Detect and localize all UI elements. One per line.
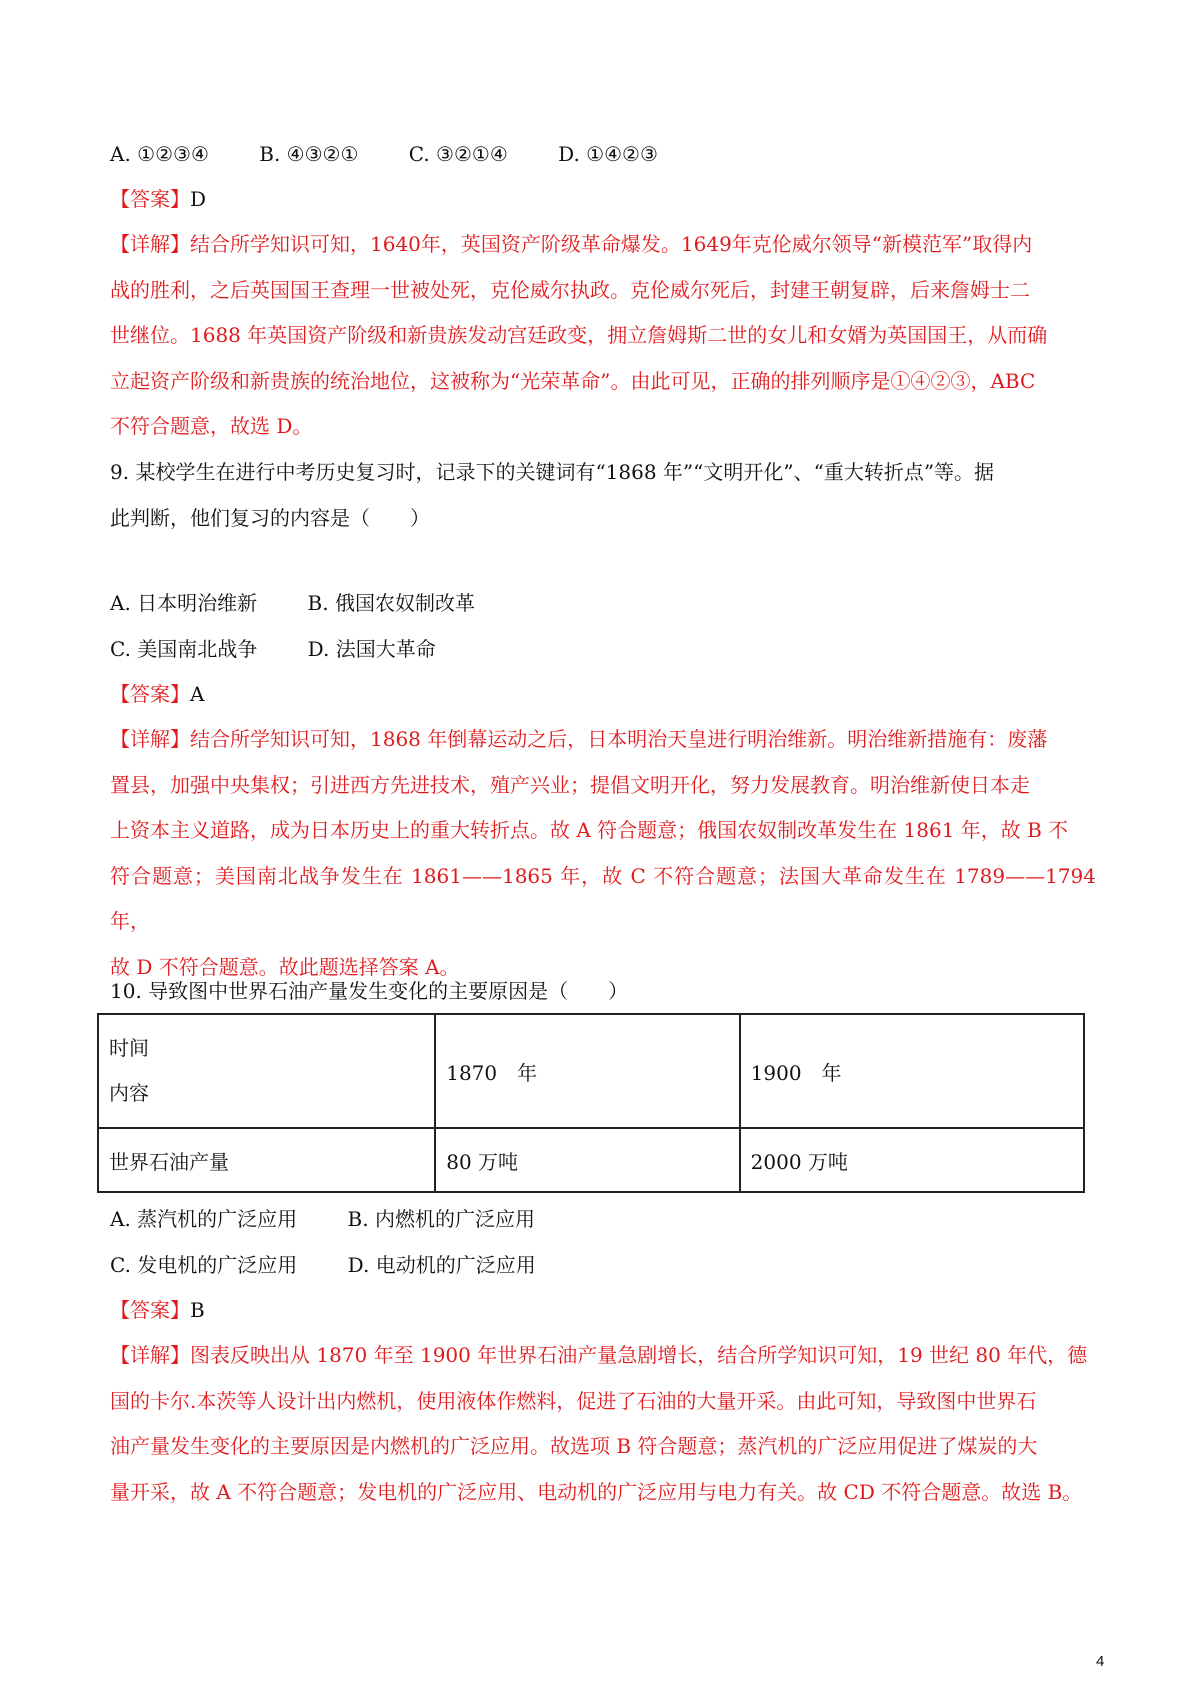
detail-line: 【详解】图表反映出从 1870 年至 1900 年世界石油产量急剧增长，结合所学知识可知，19 世纪 80 年代，德 [110, 1343, 1088, 1367]
q10-options-row-1 [110, 1205, 1096, 1233]
detail-line: 上资本主义道路，成为日本历史上的重大转折点。故 A 符合题意；俄国农奴制改革发生在 1861 年，故 B 不 [110, 818, 1069, 842]
q9-option-a: A. 日本明治维新 [110, 591, 258, 615]
q10-answer [110, 1296, 1096, 1324]
q9-stem [110, 450, 1096, 541]
answer-value: D [190, 187, 207, 211]
header-time: 时间 [109, 1036, 149, 1060]
q8-option-a: A. ①②③④ [110, 142, 209, 166]
q10-detail [110, 1333, 1096, 1515]
q9-option-b: B. 俄国农奴制改革 [307, 591, 475, 615]
q10-option-a: A. 蒸汽机的广泛应用 [110, 1207, 298, 1231]
q8-answer [110, 185, 1096, 213]
detail-line: 不符合题意，故选 D。 [110, 414, 313, 438]
table-row [98, 1128, 1084, 1192]
page-number: 4 [1096, 1653, 1105, 1670]
table-header-1870: 1870 年 [435, 1014, 739, 1128]
header-content: 内容 [109, 1081, 149, 1105]
answer-value: A [190, 682, 205, 706]
detail-line: 符合题意；美国南北战争发生在 1861——1865 年，故 C 不符合题意；法国大革命发生在 1789——1794 年， [110, 863, 1096, 933]
detail-line: 置县，加强中央集权；引进西方先进技术，殖产兴业；提倡文明开化，努力发展教育。明治维新使日本走 [110, 772, 1030, 797]
answer-label: 【答案】 [110, 682, 190, 706]
q9-option-d: D. 法国大革命 [307, 637, 436, 661]
detail-line: 立起资产阶级和新贵族的统治地位，这被称为“光荣革命”。由此可见，正确的排列顺序是①④②③，ABC [110, 368, 1036, 393]
oil-production-table [97, 1013, 1085, 1193]
answer-label: 【答案】 [110, 187, 190, 211]
q8-option-d: D. ①④②③ [558, 142, 658, 166]
q10-options-row-2 [110, 1251, 1096, 1279]
detail-line: 【详解】结合所学知识可知，1640年，英国资产阶级革命爆发。1649年克伦威尔领导“新模范军”取得内 [110, 232, 1033, 256]
table-row-label: 世界石油产量 [98, 1128, 435, 1192]
q8-options [110, 140, 1096, 168]
q8-option-b: B. ④③②① [259, 142, 359, 166]
q8-detail [110, 222, 1096, 450]
table-row [98, 1014, 1084, 1128]
q10-stem: 10. 导致图中世界石油产量发生变化的主要原因是（ ） [110, 979, 629, 1003]
q8-option-c: C. ③②①④ [408, 142, 508, 166]
question-line: 9. 某校学生在进行中考历史复习时，记录下的关键词有“1868 年”“文明开化”、“重大转折点”等。据 [110, 460, 995, 484]
q10-option-b: B. 内燃机的广泛应用 [347, 1207, 535, 1231]
table-header-1900: 1900 年 [740, 1014, 1084, 1128]
answer-label: 【答案】 [110, 1298, 190, 1322]
q9-option-c: C. 美国南北战争 [110, 637, 258, 661]
detail-line: 量开采，故 A 不符合题意；发电机的广泛应用、电动机的广泛应用与电力有关。故 CD 不符合题意。故选 B。 [110, 1479, 1083, 1504]
q10-option-c: C. 发电机的广泛应用 [110, 1253, 298, 1277]
q9-options-row-2 [110, 635, 1096, 663]
question-line: 此判断，他们复习的内容是（ ） [110, 505, 430, 530]
detail-line: 【详解】结合所学知识可知，1868 年倒幕运动之后，日本明治天皇进行明治维新。明治维新措施有：废藩 [110, 727, 1048, 751]
detail-line: 油产量发生变化的主要原因是内燃机的广泛应用。故选项 B 符合题意；蒸汽机的广泛应用促进了煤炭的大 [110, 1434, 1038, 1458]
q9-answer [110, 680, 1096, 708]
table-header-corner [98, 1014, 435, 1128]
detail-line: 世继位。1688 年英国资产阶级和新贵族发动宫廷政变，拥立詹姆斯二世的女儿和女婿为英国国王，从而确 [110, 323, 1048, 347]
q9-detail [110, 717, 1096, 990]
q10-option-d: D. 电动机的广泛应用 [347, 1253, 536, 1277]
detail-line: 战的胜利，之后英国国王查理一世被处死，克伦威尔执政。克伦威尔死后，封建王朝复辟，后来詹姆士二 [110, 277, 1030, 302]
table-cell-1900: 2000 万吨 [740, 1128, 1084, 1192]
table-cell-1870: 80 万吨 [435, 1128, 739, 1192]
detail-line: 故 D 不符合题意。故此题选择答案 A。 [110, 954, 460, 979]
q9-options-row-1 [110, 589, 1096, 617]
detail-line: 国的卡尔.本茨等人设计出内燃机，使用液体作燃料，促进了石油的大量开采。由此可知，导致图中世界石 [110, 1388, 1037, 1413]
answer-value: B [190, 1298, 205, 1322]
